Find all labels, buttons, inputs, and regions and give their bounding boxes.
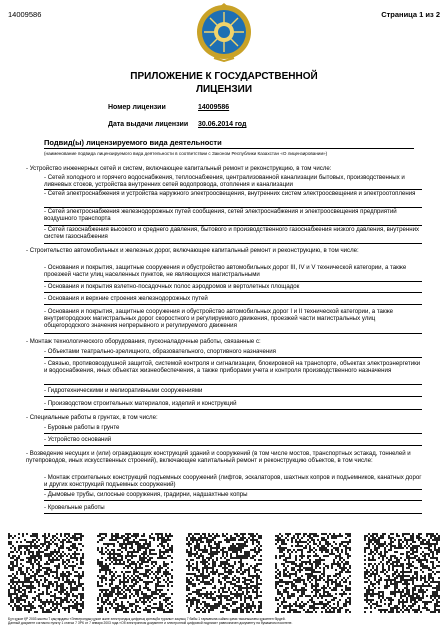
divider bbox=[44, 281, 422, 282]
license-date-label: Дата выдачи лицензии bbox=[108, 121, 189, 128]
list-item: - Сетей газоснабжения высокого и среднего давления, бытового и производственного газоснабжения низкого давления, внутренних систем газоснабжения bbox=[44, 226, 420, 241]
license-date-value: 30.06.2014 год bbox=[198, 121, 247, 128]
list-item: - Основания и покрытия взлетно-посадочных полос аэродромов и вертолетных площадок bbox=[44, 283, 300, 290]
divider bbox=[44, 500, 422, 501]
list-item: - Кровельные работы bbox=[44, 504, 105, 511]
subtitle-note: (наименование подвида лицензируемого вида деятельности в соответствии с Законом Республики Казахстан «О лицензировании») bbox=[44, 151, 328, 156]
section-title: - Возведение несущих и (или) ограждающих конструкций зданий и сооружений (в том числе мостов, транспортных эстакад, тоннелей и путепроводов, иных искусственных строений), включающее капитальный ремонт и реконструкцию объектов, в том числе: bbox=[26, 450, 411, 465]
divider bbox=[44, 513, 422, 514]
list-item: - Дымовые трубы, силосные сооружения, градирни, надшахтные копры bbox=[44, 491, 248, 498]
section-title: - Строительство автомобильных и железных дорог, включающее капитальный ремонт и реконструкцию, в том числе: bbox=[26, 247, 359, 254]
section-title: - Устройство инженерных сетей и систем, включающее капитальный ремонт и реконструкцию, в том числе: bbox=[26, 165, 332, 172]
state-emblem-icon bbox=[196, 2, 252, 62]
license-number-label: Номер лицензии bbox=[108, 104, 166, 111]
section-title: - Монтаж технологического оборудования, пусконаладочные работы, связанные с: bbox=[26, 338, 261, 345]
activity-subtitle: Подвид(ы) лицензируемого вида деятельности bbox=[44, 138, 222, 147]
divider bbox=[44, 445, 422, 446]
divider bbox=[44, 396, 422, 397]
divider bbox=[44, 304, 422, 305]
list-item: - Основания и верхние строения железнодорожных путей bbox=[44, 295, 208, 302]
list-item: - Основания и покрытия, защитные сооружения и обустройство автомобильных дорог I и II технической категории, а также внутригородских магистральных дорог скоростного и регулируемого движения, проезжей части магистральных улиц общегородского значения непрерывного и регулируемого движения bbox=[44, 308, 394, 330]
list-item: - Сетей холодного и горячего водоснабжения, теплоснабжения, централизованной канализации бытовых, производственных и ливневых стоков, устройства внутренних сетей водопровода, отопления и канализации bbox=[44, 174, 405, 189]
list-item: - Объектами театрально-зрелищного, образовательного, спортивного назначения bbox=[44, 348, 276, 355]
divider bbox=[44, 357, 422, 358]
barcode-icon bbox=[275, 533, 351, 613]
list-item: - Сетей электроснабжения железнодорожных путей сообщения, сетей электроснабжения и электроосвещения предприятий воздушного транспорта bbox=[44, 208, 397, 223]
divider bbox=[44, 384, 422, 385]
subtitle-underline bbox=[44, 148, 414, 149]
divider bbox=[44, 433, 422, 434]
list-item: - Связью, противовоздушной защитой, системой контроля и сигнализации, блокировкой на транспорте, объектах электроэнергетики и водоснабжения, иных объектах жизнеобеспечения, а также приборами учета и контроля производственного назначения bbox=[44, 360, 421, 375]
license-number-value: 14009586 bbox=[198, 104, 230, 111]
list-item: - Сетей электроснабжения и устройства наружного электроосвещения, внутренних систем электроосвещения и электроотопления bbox=[44, 190, 416, 197]
document-title: ПРИЛОЖЕНИЕ К ГОСУДАРСТВЕННОЙ ЛИЦЕНЗИИ bbox=[130, 71, 318, 95]
section-title: - Специальные работы в грунтах, в том числе: bbox=[26, 414, 158, 421]
page-indicator: Страница 1 из 2 bbox=[381, 10, 440, 19]
legal-footer: Бұл құжат ҚР 2003 жылғы 7 қаңтардағы «Электрондық құжат және электрондық цифрлық қолтаңба туралы» заңның 7 бабы 1 тармағына сәйкес қағаз тасығыштағы құжатпен бірдей. Данный документ согласно пункту 1 статьи 7 ЗРК от 7 января 2003 года «Об электронном документе и электронной цифровой подписи» равнозначен документу на бумажном носителе. bbox=[8, 617, 293, 625]
divider bbox=[44, 243, 422, 244]
barcode-icon bbox=[364, 533, 440, 613]
divider bbox=[44, 409, 422, 410]
list-item: - Гидротехническими и мелиоративными сооружениями bbox=[44, 387, 203, 394]
list-item: - Устройство оснований bbox=[44, 436, 112, 443]
document-number: 14009586 bbox=[8, 10, 42, 19]
list-item: - Производством строительных материалов, изделий и конструкций bbox=[44, 400, 237, 407]
barcode-strip bbox=[8, 533, 440, 613]
barcode-icon bbox=[97, 533, 173, 613]
divider bbox=[44, 333, 422, 334]
barcode-icon bbox=[8, 533, 84, 613]
divider bbox=[44, 292, 422, 293]
barcode-icon bbox=[186, 533, 262, 613]
list-item: - Монтаж строительных конструкций подъемных сооружений (лифтов, эскалаторов, шахтных копров и подъемников, канатных дорог и других конструкций подъемных сооружений) bbox=[44, 474, 422, 489]
list-item: - Основания и покрытия, защитные сооружения и обустройство автомобильных дорог III, IV и V технической категории, а также проезжей части улиц населенных пунктов, не являющихся магистральными bbox=[44, 264, 407, 279]
divider bbox=[44, 489, 422, 490]
list-item: - Буровые работы в грунте bbox=[44, 424, 120, 431]
